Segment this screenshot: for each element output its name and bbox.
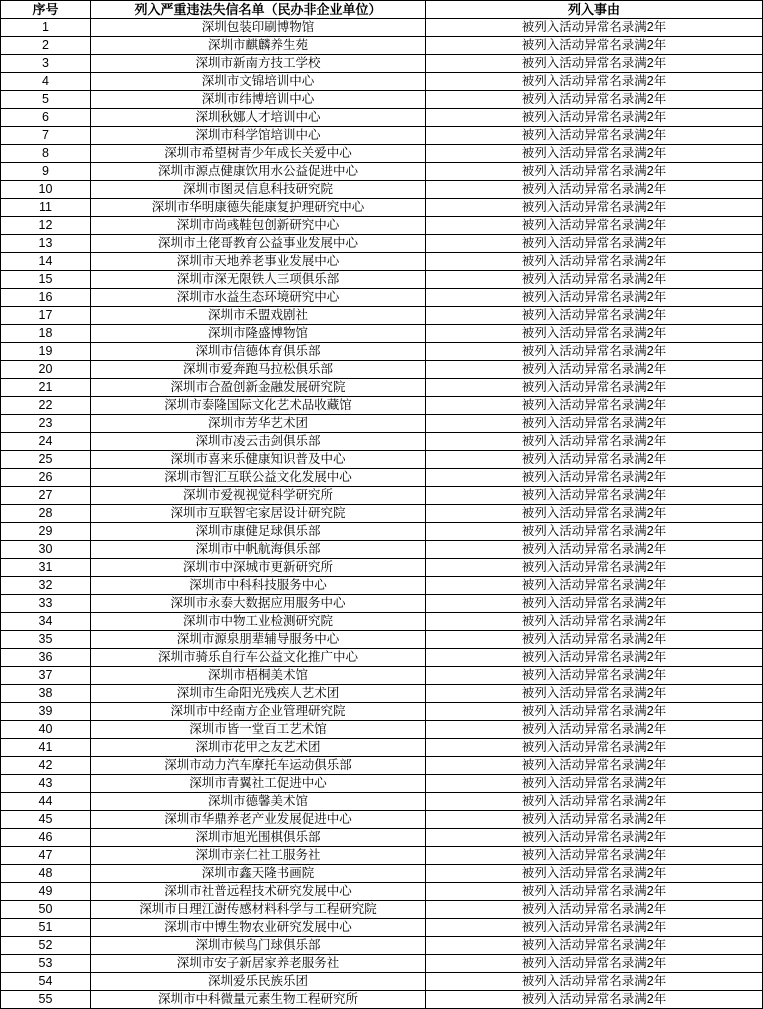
table-row — [1, 199, 763, 217]
cell-org-name: 深圳市生命阳光残疾人艺术团 — [91, 685, 426, 703]
cell-serial-number: 31 — [1, 559, 91, 577]
table-row — [1, 577, 763, 595]
cell-org-name: 深圳市中经南方企业管理研究院 — [91, 703, 426, 721]
cell-reason: 被列入活动异常名录满2年 — [426, 361, 763, 379]
cell-org-name: 深圳市动力汽车摩托车运动俱乐部 — [91, 757, 426, 775]
cell-org-name: 深圳市水益生态环境研究中心 — [91, 289, 426, 307]
table-body — [1, 19, 763, 1009]
cell-serial-number: 46 — [1, 829, 91, 847]
table-row — [1, 955, 763, 973]
cell-org-name: 深圳市科学馆培训中心 — [91, 127, 426, 145]
cell-reason: 被列入活动异常名录满2年 — [426, 883, 763, 901]
table-row — [1, 127, 763, 145]
table-row — [1, 217, 763, 235]
cell-org-name: 深圳市德馨美术馆 — [91, 793, 426, 811]
cell-reason: 被列入活动异常名录满2年 — [426, 703, 763, 721]
cell-reason: 被列入活动异常名录满2年 — [426, 667, 763, 685]
cell-serial-number: 50 — [1, 901, 91, 919]
cell-serial-number: 15 — [1, 271, 91, 289]
cell-serial-number: 30 — [1, 541, 91, 559]
cell-org-name: 深圳市日理江澍传感材料科学与工程研究院 — [91, 901, 426, 919]
cell-serial-number: 35 — [1, 631, 91, 649]
cell-org-name: 深圳市智汇互联公益文化发展中心 — [91, 469, 426, 487]
table-row — [1, 937, 763, 955]
cell-reason: 被列入活动异常名录满2年 — [426, 937, 763, 955]
header-org-name: 列入严重违法失信名单（民办非企业单位） — [91, 1, 426, 19]
cell-reason: 被列入活动异常名录满2年 — [426, 325, 763, 343]
cell-serial-number: 26 — [1, 469, 91, 487]
cell-org-name: 深圳市中帆航海俱乐部 — [91, 541, 426, 559]
table-row — [1, 109, 763, 127]
cell-reason: 被列入活动异常名录满2年 — [426, 613, 763, 631]
cell-org-name: 深圳市图灵信息科技研究院 — [91, 181, 426, 199]
table-row — [1, 379, 763, 397]
cell-serial-number: 5 — [1, 91, 91, 109]
cell-serial-number: 53 — [1, 955, 91, 973]
cell-org-name: 深圳市泰隆国际文化艺术品收藏馆 — [91, 397, 426, 415]
cell-serial-number: 45 — [1, 811, 91, 829]
cell-org-name: 深圳市隆盛博物馆 — [91, 325, 426, 343]
table-row — [1, 451, 763, 469]
cell-org-name: 深圳市合盈创新金融发展研究院 — [91, 379, 426, 397]
cell-serial-number: 41 — [1, 739, 91, 757]
table-row — [1, 829, 763, 847]
cell-org-name: 深圳市文锦培训中心 — [91, 73, 426, 91]
table-row — [1, 793, 763, 811]
table-row — [1, 361, 763, 379]
cell-serial-number: 21 — [1, 379, 91, 397]
cell-reason: 被列入活动异常名录满2年 — [426, 775, 763, 793]
table-row — [1, 415, 763, 433]
cell-reason: 被列入活动异常名录满2年 — [426, 577, 763, 595]
table-row — [1, 55, 763, 73]
cell-reason: 被列入活动异常名录满2年 — [426, 127, 763, 145]
cell-serial-number: 13 — [1, 235, 91, 253]
table-row — [1, 847, 763, 865]
cell-reason: 被列入活动异常名录满2年 — [426, 919, 763, 937]
table-row — [1, 739, 763, 757]
table-row — [1, 163, 763, 181]
cell-serial-number: 51 — [1, 919, 91, 937]
table-row — [1, 811, 763, 829]
cell-serial-number: 33 — [1, 595, 91, 613]
cell-reason: 被列入活动异常名录满2年 — [426, 631, 763, 649]
table-row — [1, 307, 763, 325]
cell-org-name: 深圳市土佬哥教育公益事业发展中心 — [91, 235, 426, 253]
table-row — [1, 73, 763, 91]
cell-serial-number: 29 — [1, 523, 91, 541]
cell-reason: 被列入活动异常名录满2年 — [426, 451, 763, 469]
cell-serial-number: 14 — [1, 253, 91, 271]
table-row — [1, 757, 763, 775]
cell-serial-number: 20 — [1, 361, 91, 379]
cell-serial-number: 22 — [1, 397, 91, 415]
cell-serial-number: 16 — [1, 289, 91, 307]
cell-org-name: 深圳市新南方技工学校 — [91, 55, 426, 73]
cell-serial-number: 6 — [1, 109, 91, 127]
header-reason: 列入事由 — [426, 1, 763, 19]
cell-org-name: 深圳市天地养老事业发展中心 — [91, 253, 426, 271]
cell-reason: 被列入活动异常名录满2年 — [426, 109, 763, 127]
cell-org-name: 深圳市凌云击剑俱乐部 — [91, 433, 426, 451]
cell-org-name: 深圳市华明康德失能康复护理研究中心 — [91, 199, 426, 217]
cell-org-name: 深圳市社普远程技术研究发展中心 — [91, 883, 426, 901]
cell-serial-number: 12 — [1, 217, 91, 235]
cell-serial-number: 28 — [1, 505, 91, 523]
cell-reason: 被列入活动异常名录满2年 — [426, 649, 763, 667]
table-row — [1, 991, 763, 1009]
cell-reason: 被列入活动异常名录满2年 — [426, 955, 763, 973]
cell-org-name: 深圳市中科科技服务中心 — [91, 577, 426, 595]
cell-org-name: 深圳市鑫天隆书画院 — [91, 865, 426, 883]
cell-serial-number: 49 — [1, 883, 91, 901]
cell-org-name: 深圳市爱视视觉科学研究所 — [91, 487, 426, 505]
cell-reason: 被列入活动异常名录满2年 — [426, 487, 763, 505]
cell-reason: 被列入活动异常名录满2年 — [426, 415, 763, 433]
cell-org-name: 深圳爱乐民族乐团 — [91, 973, 426, 991]
cell-org-name: 深圳市中深城市更新研究所 — [91, 559, 426, 577]
table-row — [1, 721, 763, 739]
cell-org-name: 深圳市永泰大数据应用服务中心 — [91, 595, 426, 613]
cell-org-name: 深圳市骑乐自行车公益文化推广中心 — [91, 649, 426, 667]
table-row — [1, 469, 763, 487]
cell-org-name: 深圳市信德体育俱乐部 — [91, 343, 426, 361]
table-row — [1, 487, 763, 505]
cell-org-name: 深圳市梧桐美术馆 — [91, 667, 426, 685]
cell-serial-number: 27 — [1, 487, 91, 505]
cell-serial-number: 19 — [1, 343, 91, 361]
cell-org-name: 深圳秋娜人才培训中心 — [91, 109, 426, 127]
cell-reason: 被列入活动异常名录满2年 — [426, 685, 763, 703]
cell-serial-number: 42 — [1, 757, 91, 775]
cell-serial-number: 2 — [1, 37, 91, 55]
table-row — [1, 559, 763, 577]
cell-reason: 被列入活动异常名录满2年 — [426, 739, 763, 757]
table-row — [1, 919, 763, 937]
cell-serial-number: 47 — [1, 847, 91, 865]
table-row — [1, 253, 763, 271]
cell-org-name: 深圳市芳华艺术团 — [91, 415, 426, 433]
cell-reason: 被列入活动异常名录满2年 — [426, 163, 763, 181]
cell-serial-number: 34 — [1, 613, 91, 631]
table-row — [1, 181, 763, 199]
cell-serial-number: 18 — [1, 325, 91, 343]
table-row — [1, 523, 763, 541]
table-row — [1, 433, 763, 451]
cell-serial-number: 38 — [1, 685, 91, 703]
cell-reason: 被列入活动异常名录满2年 — [426, 901, 763, 919]
table-row — [1, 685, 763, 703]
cell-reason: 被列入活动异常名录满2年 — [426, 289, 763, 307]
cell-reason: 被列入活动异常名录满2年 — [426, 595, 763, 613]
table-row — [1, 703, 763, 721]
table-row — [1, 325, 763, 343]
cell-reason: 被列入活动异常名录满2年 — [426, 721, 763, 739]
cell-serial-number: 55 — [1, 991, 91, 1009]
table-row — [1, 271, 763, 289]
table-row — [1, 37, 763, 55]
cell-serial-number: 44 — [1, 793, 91, 811]
cell-serial-number: 17 — [1, 307, 91, 325]
cell-org-name: 深圳市希望树青少年成长关爱中心 — [91, 145, 426, 163]
table-row — [1, 505, 763, 523]
table-row — [1, 19, 763, 37]
table-row — [1, 865, 763, 883]
cell-serial-number: 43 — [1, 775, 91, 793]
cell-serial-number: 37 — [1, 667, 91, 685]
cell-org-name: 深圳市禾盟戏剧社 — [91, 307, 426, 325]
cell-reason: 被列入活动异常名录满2年 — [426, 181, 763, 199]
cell-serial-number: 7 — [1, 127, 91, 145]
table-row — [1, 343, 763, 361]
cell-reason: 被列入活动异常名录满2年 — [426, 469, 763, 487]
cell-org-name: 深圳市麒麟养生苑 — [91, 37, 426, 55]
cell-reason: 被列入活动异常名录满2年 — [426, 973, 763, 991]
cell-reason: 被列入活动异常名录满2年 — [426, 253, 763, 271]
cell-reason: 被列入活动异常名录满2年 — [426, 559, 763, 577]
cell-org-name: 深圳市喜来乐健康知识普及中心 — [91, 451, 426, 469]
table-row — [1, 667, 763, 685]
cell-reason: 被列入活动异常名录满2年 — [426, 271, 763, 289]
cell-org-name: 深圳市爱奔跑马拉松俱乐部 — [91, 361, 426, 379]
cell-serial-number: 8 — [1, 145, 91, 163]
cell-reason: 被列入活动异常名录满2年 — [426, 505, 763, 523]
cell-serial-number: 9 — [1, 163, 91, 181]
cell-reason: 被列入活动异常名录满2年 — [426, 829, 763, 847]
cell-reason: 被列入活动异常名录满2年 — [426, 91, 763, 109]
cell-serial-number: 10 — [1, 181, 91, 199]
cell-reason: 被列入活动异常名录满2年 — [426, 379, 763, 397]
cell-org-name: 深圳市纬博培训中心 — [91, 91, 426, 109]
table-header-row — [1, 1, 763, 19]
cell-org-name: 深圳市中科微量元素生物工程研究所 — [91, 991, 426, 1009]
cell-reason: 被列入活动异常名录满2年 — [426, 37, 763, 55]
cell-serial-number: 48 — [1, 865, 91, 883]
table-row — [1, 541, 763, 559]
cell-reason: 被列入活动异常名录满2年 — [426, 55, 763, 73]
cell-org-name: 深圳市青翼社工促进中心 — [91, 775, 426, 793]
cell-reason: 被列入活动异常名录满2年 — [426, 811, 763, 829]
cell-reason: 被列入活动异常名录满2年 — [426, 757, 763, 775]
cell-reason: 被列入活动异常名录满2年 — [426, 793, 763, 811]
cell-serial-number: 1 — [1, 19, 91, 37]
cell-serial-number: 54 — [1, 973, 91, 991]
cell-serial-number: 36 — [1, 649, 91, 667]
table-row — [1, 289, 763, 307]
cell-serial-number: 39 — [1, 703, 91, 721]
cell-reason: 被列入活动异常名录满2年 — [426, 145, 763, 163]
cell-reason: 被列入活动异常名录满2年 — [426, 397, 763, 415]
cell-org-name: 深圳市亲仁社工服务社 — [91, 847, 426, 865]
cell-serial-number: 25 — [1, 451, 91, 469]
cell-reason: 被列入活动异常名录满2年 — [426, 217, 763, 235]
cell-serial-number: 3 — [1, 55, 91, 73]
cell-serial-number: 52 — [1, 937, 91, 955]
table-row — [1, 649, 763, 667]
cell-serial-number: 23 — [1, 415, 91, 433]
cell-reason: 被列入活动异常名录满2年 — [426, 541, 763, 559]
table-row — [1, 235, 763, 253]
cell-org-name: 深圳市源泉朋辈辅导服务中心 — [91, 631, 426, 649]
header-serial-number: 序号 — [1, 1, 91, 19]
table-row — [1, 595, 763, 613]
table-row — [1, 145, 763, 163]
cell-org-name: 深圳市尚彧鞋包创新研究中心 — [91, 217, 426, 235]
cell-reason: 被列入活动异常名录满2年 — [426, 343, 763, 361]
table-row — [1, 397, 763, 415]
cell-serial-number: 40 — [1, 721, 91, 739]
cell-org-name: 深圳市花甲之友艺术团 — [91, 739, 426, 757]
cell-serial-number: 24 — [1, 433, 91, 451]
cell-org-name: 深圳市深无限铁人三项俱乐部 — [91, 271, 426, 289]
cell-org-name: 深圳市中博生物农业研究发展中心 — [91, 919, 426, 937]
table-row — [1, 613, 763, 631]
cell-org-name: 深圳市安子新居家养老服务社 — [91, 955, 426, 973]
table-row — [1, 91, 763, 109]
table-row — [1, 901, 763, 919]
cell-reason: 被列入活动异常名录满2年 — [426, 523, 763, 541]
cell-reason: 被列入活动异常名录满2年 — [426, 199, 763, 217]
cell-org-name: 深圳市华鼎养老产业发展促进中心 — [91, 811, 426, 829]
cell-reason: 被列入活动异常名录满2年 — [426, 991, 763, 1009]
cell-reason: 被列入活动异常名录满2年 — [426, 433, 763, 451]
cell-reason: 被列入活动异常名录满2年 — [426, 847, 763, 865]
table-row — [1, 973, 763, 991]
cell-org-name: 深圳市皆一堂百工艺术馆 — [91, 721, 426, 739]
cell-org-name: 深圳包装印刷博物馆 — [91, 19, 426, 37]
cell-reason: 被列入活动异常名录满2年 — [426, 73, 763, 91]
cell-org-name: 深圳市中物工业检测研究院 — [91, 613, 426, 631]
cell-serial-number: 32 — [1, 577, 91, 595]
cell-org-name: 深圳市康健足球俱乐部 — [91, 523, 426, 541]
cell-reason: 被列入活动异常名录满2年 — [426, 19, 763, 37]
cell-serial-number: 11 — [1, 199, 91, 217]
table-row — [1, 775, 763, 793]
cell-reason: 被列入活动异常名录满2年 — [426, 307, 763, 325]
cell-serial-number: 4 — [1, 73, 91, 91]
cell-org-name: 深圳市互联智宅家居设计研究院 — [91, 505, 426, 523]
table-row — [1, 883, 763, 901]
cell-reason: 被列入活动异常名录满2年 — [426, 865, 763, 883]
cell-org-name: 深圳市源点健康饮用水公益促进中心 — [91, 163, 426, 181]
cell-org-name: 深圳市旭光围棋俱乐部 — [91, 829, 426, 847]
cell-reason: 被列入活动异常名录满2年 — [426, 235, 763, 253]
cell-org-name: 深圳市候鸟门球俱乐部 — [91, 937, 426, 955]
table-row — [1, 631, 763, 649]
